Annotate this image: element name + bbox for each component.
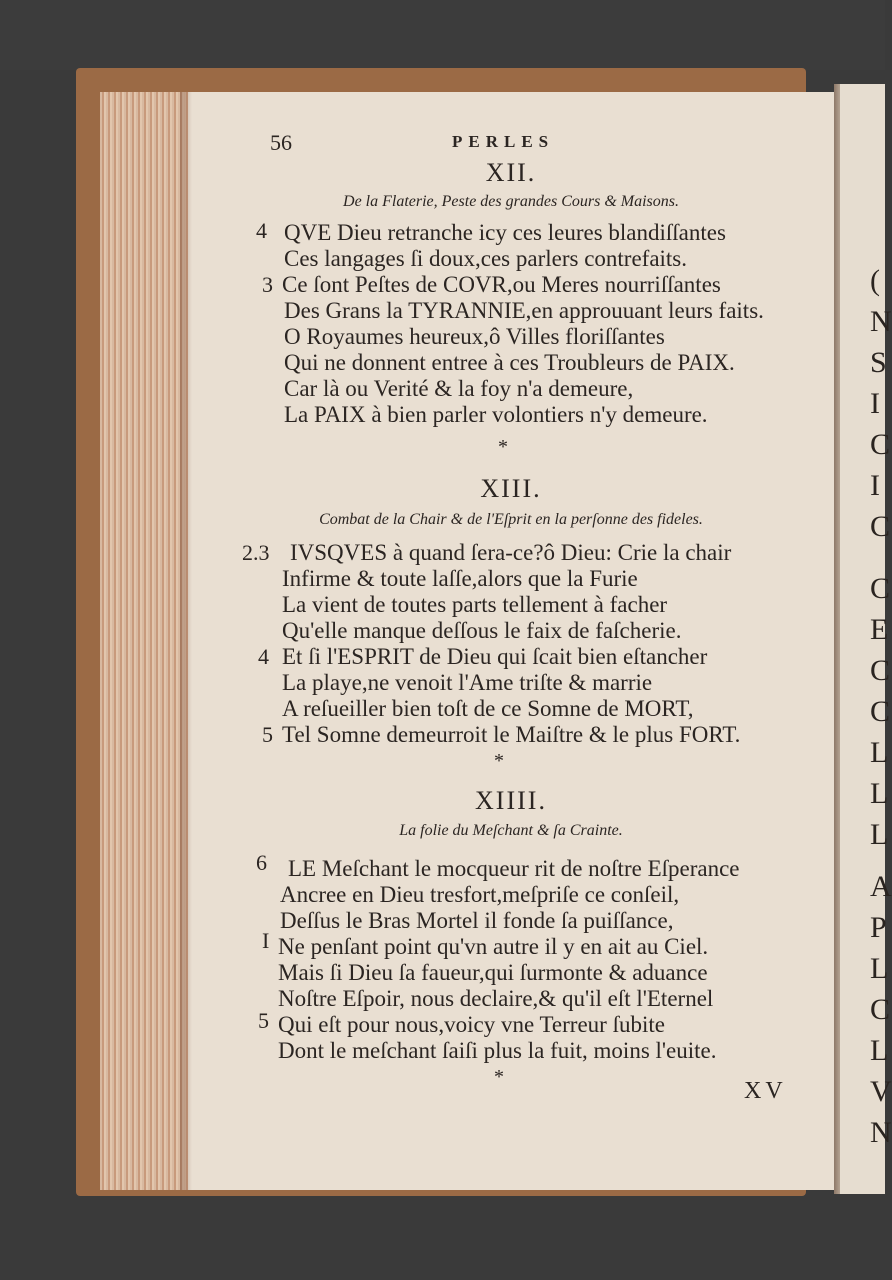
section-subtitle: De la Flaterie, Peste des grandes Cours & Maisons. xyxy=(343,193,679,210)
poem-line: Et ſi l'ESPRIT de Dieu qui ſcait bien eſtancher xyxy=(282,644,708,669)
poem-line: Tel Somne demeurroit le Maiſtre & le plus FORT. xyxy=(282,722,741,747)
separator-asterisk: * xyxy=(494,1066,504,1088)
poem-line: Ces langages ſi doux,ces parlers contrefaits. xyxy=(284,246,688,271)
poem-line: Mais ſi Dieu ſa faueur,qui ſurmonte & aduance xyxy=(278,960,708,985)
facing-letters-block1: ( N S I C I C xyxy=(870,264,892,543)
section-number: XIIII. xyxy=(475,786,547,815)
desk-background xyxy=(0,0,885,70)
poem-line: Infirme & toute laſſe,alors que la Furie xyxy=(282,566,638,591)
poem-line: Ancree en Dieu tresfort,meſpriſe ce conſeil, xyxy=(280,882,680,907)
verse-mark: I xyxy=(262,928,270,953)
page-edges xyxy=(100,92,188,1190)
poem-line: Qui ne donnent entree à ces Troubleurs de PAIX. xyxy=(284,350,735,375)
facing-letters-block3: A P L C L V N xyxy=(870,870,892,1149)
poem-line: IVSQVES à quand ſera-ce?ô Dieu: Crie la chair xyxy=(290,540,732,565)
poem-line: Noſtre Eſpoir, nous declaire,& qu'il eſt l'Eternel xyxy=(278,986,714,1011)
verse-mark: 5 xyxy=(258,1008,269,1033)
poem-line: Ne penſant point qu'vn autre il y en ait au Ciel. xyxy=(278,934,709,959)
catchword: XV xyxy=(744,1078,787,1104)
poem-line: O Royaumes heureux,ô Villes floriſſantes xyxy=(284,324,665,349)
section-number: XII. xyxy=(485,158,537,187)
verse-mark: 3 xyxy=(262,272,273,297)
poem-line: Car là ou Verité & la foy n'a demeure, xyxy=(284,376,634,401)
poem-line: A reſueiller bien toſt de ce Somne de MORT, xyxy=(282,696,694,721)
verse-mark: 2.3 xyxy=(242,540,270,565)
poem-line: Dont le meſchant ſaiſi plus la fuit, moins l'euite. xyxy=(278,1038,717,1063)
section-subtitle: Combat de la Chair & de l'Eſprit en la perſonne des fideles. xyxy=(319,511,703,528)
separator-asterisk: * xyxy=(494,750,504,772)
poem-line: Des Grans la TYRANNIE,en approuuant leurs faits. xyxy=(284,298,764,323)
poem-line: La PAIX à bien parler volontiers n'y demeure. xyxy=(284,402,708,427)
verse-mark: 4 xyxy=(258,644,269,669)
facing-letters-block2: C E C C L L L xyxy=(870,572,891,851)
poem-line: La vient de toutes parts tellement à facher xyxy=(282,592,668,617)
page-header xyxy=(270,130,770,160)
verse-mark: 6 xyxy=(256,850,267,875)
section-subtitle: La folie du Meſchant & ſa Crainte. xyxy=(399,822,623,839)
poem-line: Deſſus le Bras Mortel il fonde ſa puiſſance, xyxy=(280,908,674,933)
verse-mark: 5 xyxy=(262,722,273,747)
separator-asterisk: * xyxy=(498,436,508,458)
facing-page xyxy=(840,84,892,1194)
running-title: PERLES xyxy=(452,132,555,151)
poem-line: La playe,ne venoit l'Ame triſte & marrie xyxy=(282,670,653,695)
poem-line: Qui eſt pour nous,voicy vne Terreur ſubite xyxy=(278,1012,665,1037)
section-number: XIII. xyxy=(480,474,542,503)
poem-line: Qu'elle manque deſſous le faix de faſcherie. xyxy=(282,618,682,643)
poem-line: Ce ſont Peſtes de COVR,ou Meres nourriſſantes xyxy=(282,272,721,297)
gutter-shadow xyxy=(180,92,192,1190)
page-number: 56 xyxy=(270,130,292,155)
poem-line: QVE Dieu retranche icy ces leures blandiſſantes xyxy=(284,220,726,245)
poem-line: LE Meſchant le mocqueur rit de noſtre Eſperance xyxy=(288,856,740,881)
verse-mark: 4 xyxy=(256,218,267,243)
